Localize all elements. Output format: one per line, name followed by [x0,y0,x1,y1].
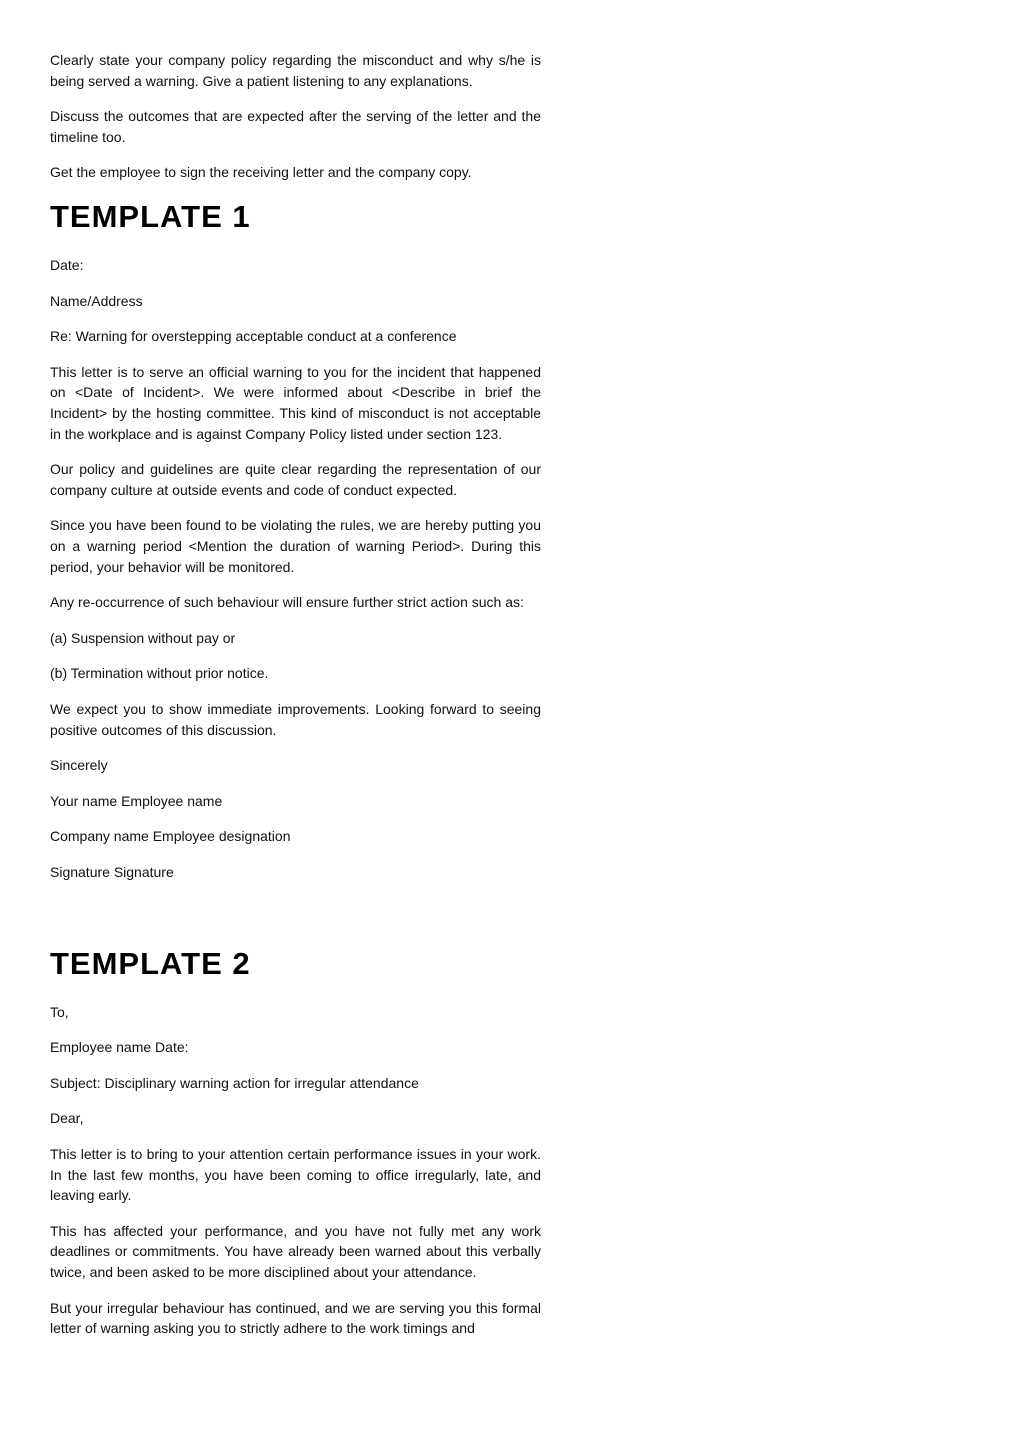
template-1-date: Date: [50,257,84,274]
template-2-body-1: This letter is to bring to your attention certain performance issues in your work. In the last few months, you have been coming to office irregularly, late, and leaving early. [50,1146,541,1204]
template-2-heading: TEMPLATE 2 [50,945,251,981]
document-page [50,50,541,1354]
intro-paragraph-3: Get the employee to sign the receiving letter and the company copy. [50,164,472,181]
template-1-body-4: Any re-occurrence of such behaviour will ensure further strict action such as: [50,594,524,611]
template-1-signatures: Signature Signature [50,863,174,880]
intro-paragraph-1: Clearly state your company policy regarding the misconduct and why s/he is being served a warning. Give a patient listening to any explanations. [50,52,541,89]
template-1-body-2: Our policy and guidelines are quite clear regarding the representation of our company culture at outside events and code of conduct expected. [50,461,541,498]
template-2-body-3: But your irregular behaviour has continued, and we are serving you this formal letter of warning asking you to strictly adhere to the work timings and [50,1299,541,1337]
template-2-subject: Subject: Disciplinary warning action for irregular attendance [50,1074,419,1091]
intro-paragraph-2: Discuss the outcomes that are expected after the serving of the letter and the timeline too. [50,108,541,145]
template-1-body-3: Since you have been found to be violating the rules, we are hereby putting you on a warning period <Mention the duration of warning Period>. During this period, your behavior will be monitored. [50,517,541,575]
template-1-names: Your name Employee name [50,792,223,809]
template-1-company: Company name Employee designation [50,828,291,845]
template-1-subject: Re: Warning for overstepping acceptable conduct at a conference [50,328,457,345]
template-1-name-address: Name/Address [50,292,143,309]
template-1-body-1: This letter is to serve an official warning to you for the incident that happened on <Date of Incident>. We were informed about <Describe in brief the Incident> by the hosting committee. This kind of misconduct is not acceptable in the workplace and is against Company Policy listed under section 123. [50,363,541,442]
template-2-body-2: This has affected your performance, and you have not fully met any work deadlines or commitments. You have already been warned about this verbally twice, and been asked to be more disciplined about your attendance. [50,1222,541,1280]
template-1-option-a: (a) Suspension without pay or [50,629,236,646]
template-2-salutation: Dear, [50,1110,84,1127]
template-2-employee-date: Employee name Date: [50,1039,189,1056]
section-spacer [50,898,541,930]
template-1-option-b: (b) Termination without prior notice. [50,665,269,682]
template-1-body-5: We expect you to show immediate improvements. Looking forward to seeing positive outcomes of this discussion. [50,700,541,738]
template-1-closing: Sincerely [50,757,108,774]
template-2-to: To, [50,1003,69,1020]
template-1-heading: TEMPLATE 1 [50,198,251,234]
